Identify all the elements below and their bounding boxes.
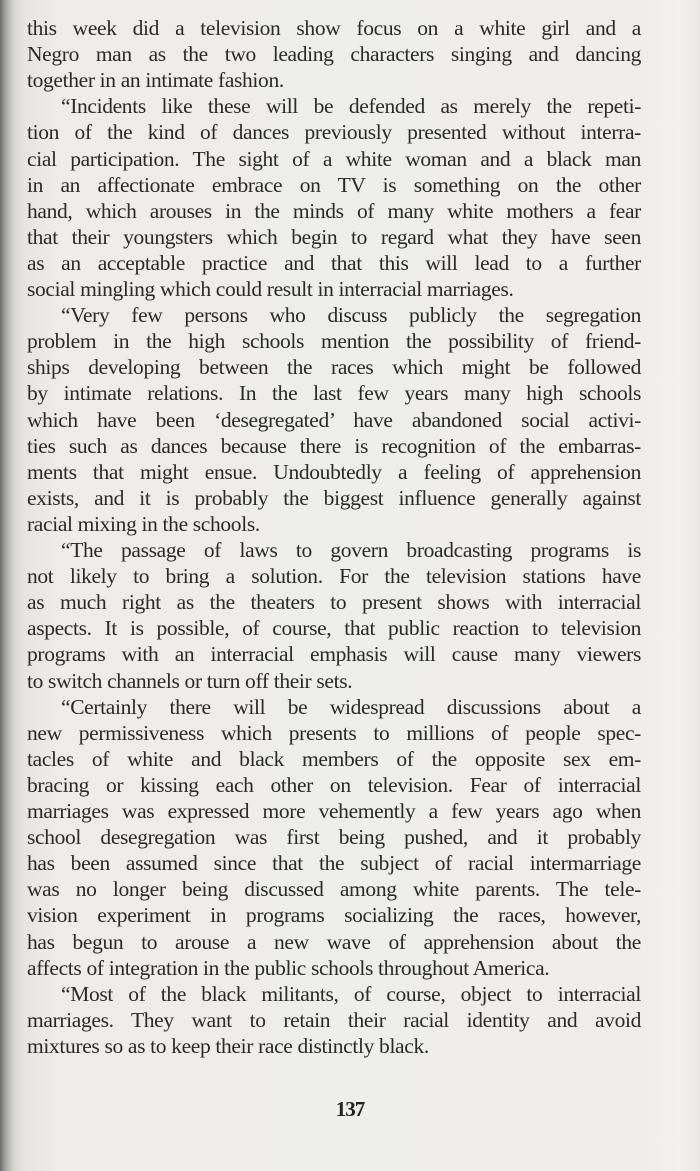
text-line: racial mixing in the schools.: [27, 511, 260, 536]
text-line: exists, and it is probably the biggest influence generally against: [27, 485, 641, 510]
text-line: as much right as the theaters to present shows with interracial: [27, 590, 641, 615]
paragraph-first-line: “Incidents like these will be defended as merely the repeti-: [61, 94, 641, 119]
text-line: aspects. It is possible, of course, that public reaction to television: [27, 616, 641, 641]
text-line: mixtures so as to keep their race distinctly black.: [27, 1033, 429, 1058]
text-line: this week did a television show focus on a white girl and a: [27, 16, 641, 40]
text-line: cial participation. The sight of a white woman and a black man: [27, 146, 641, 171]
text-line: ments that might ensue. Undoubtedly a feeling of apprehension: [27, 459, 641, 484]
text-line: as an acceptable practice and that this will lead to a further: [27, 250, 641, 275]
page-number: 137: [335, 1097, 365, 1121]
text-line: bracing or kissing each other on television. Fear of interracial: [27, 772, 641, 797]
text-line: ties such as dances because there is recognition of the embarras-: [27, 433, 641, 458]
text-line: new permissiveness which presents to millions of people spec-: [27, 720, 641, 745]
text-line: school desegregation was first being pushed, and it probably: [27, 825, 641, 850]
text-line: was no longer being discussed among white parents. The tele-: [27, 877, 641, 902]
text-line: that their youngsters which begin to regard what they have seen: [27, 224, 641, 249]
text-line: together in an intimate fashion.: [27, 68, 284, 93]
text-line: marriages was expressed more vehemently a few years ago when: [27, 799, 641, 823]
text-line: vision experiment in programs socializing the races, however,: [27, 903, 641, 928]
paragraph-first-line: “Very few persons who discuss publicly the segregation: [61, 303, 641, 328]
text-line: Negro man as the two leading characters singing and dancing: [27, 42, 641, 67]
text-line: has begun to arouse a new wave of apprehension about the: [27, 929, 641, 954]
paragraph-first-line: “Certainly there will be widespread discussions about a: [61, 694, 641, 719]
text-line: tion of the kind of dances previously presented without interra-: [27, 120, 641, 145]
text-line: programs with an interracial emphasis will cause many viewers: [27, 642, 641, 667]
paragraph-first-line: “Most of the black militants, of course, object to interracial: [61, 981, 641, 1006]
text-line: marriages. They want to retain their racial identity and avoid: [27, 1007, 641, 1032]
text-line: has been assumed since that the subject of racial intermarriage: [27, 851, 641, 876]
text-line: in an affectionate embrace on TV is something on the other: [27, 172, 641, 197]
paragraph-first-line: “The passage of laws to govern broadcasting programs is: [61, 538, 641, 562]
text-line: to switch channels or turn off their sets.: [27, 668, 353, 693]
text-line: problem in the high schools mention the possibility of friend-: [27, 329, 641, 354]
text-line: which have been ‘desegregated’ have abandoned social activi-: [27, 407, 641, 432]
text-line: not likely to bring a solution. For the television stations have: [27, 564, 641, 589]
text-line: social mingling which could result in interracial marriages.: [27, 277, 514, 301]
text-line: hand, which arouses in the minds of many white mothers a fear: [27, 198, 641, 223]
text-line: affects of integration in the public schools throughout America.: [27, 955, 550, 980]
text-line: ships developing between the races which might be followed: [27, 355, 641, 380]
text-line: by intimate relations. In the last few years many high schools: [27, 381, 641, 406]
text-line: tacles of white and black members of the opposite sex em-: [27, 746, 641, 771]
